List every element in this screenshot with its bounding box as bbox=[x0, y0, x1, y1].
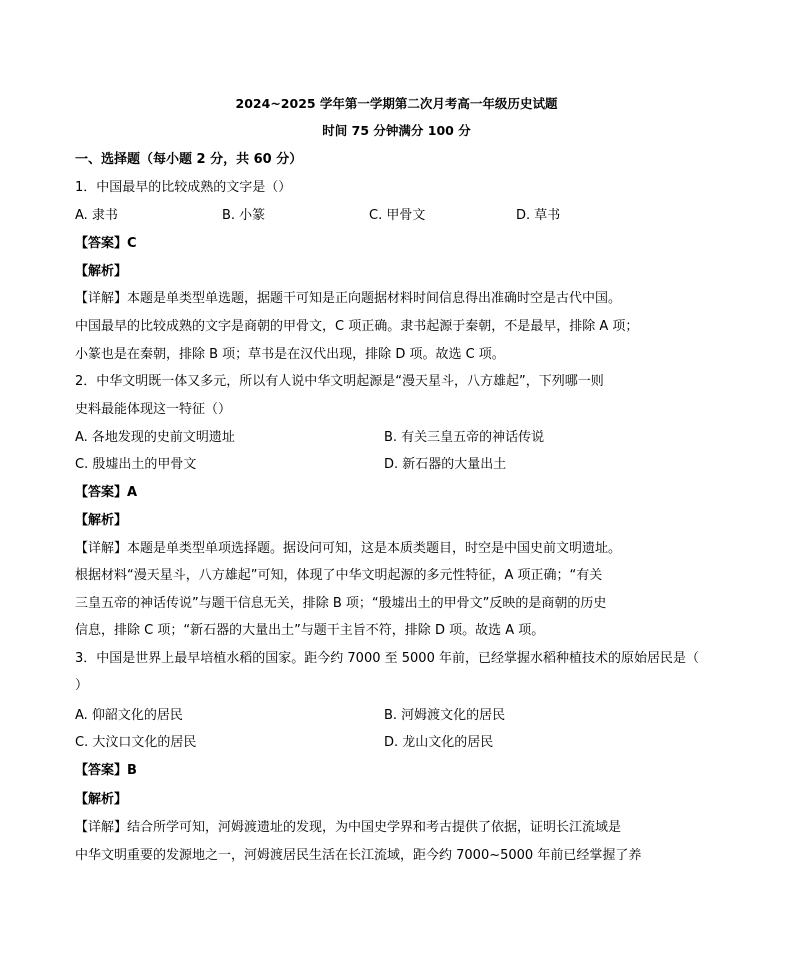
q2-option-a: A. 各地发现的史前文明遗址 bbox=[75, 430, 235, 445]
question-1-stem: 1．中国最早的比较成熟的文字是（） bbox=[75, 180, 292, 195]
question-2-stem-line-1: 2．中华文明既一体又多元，所以有人说中华文明起源是“漫天星斗，八方雄起”，下列哪一则 bbox=[75, 374, 604, 389]
q2-analysis-tag: 【解析】 bbox=[75, 513, 128, 528]
q2-option-d: D. 新石器的大量出土 bbox=[384, 457, 507, 472]
q1-detail-line-1: 【详解】本题是单类型单选题，据题干可知是正向题据材料时间信息得出准确时空是古代中国。 bbox=[75, 291, 622, 306]
q1-option-d: D. 草书 bbox=[516, 208, 561, 223]
q3-analysis-tag: 【解析】 bbox=[75, 792, 128, 807]
q3-detail-line-2: 中华文明重要的发源地之一，河姆渡居民生活在长江流域，距今约 7000~5000 年前已经掌握了养 bbox=[75, 848, 642, 863]
q1-option-a: A. 隶书 bbox=[75, 208, 118, 223]
q1-option-c: C. 甲骨文 bbox=[369, 208, 426, 223]
answer-tag: 【答案】 bbox=[75, 763, 128, 778]
q2-detail-line-4: 信息，排除 C 项；“新石器的大量出土”与题干主旨不符，排除 D 项。故选 A 项。 bbox=[75, 623, 545, 638]
q1-answer bbox=[75, 235, 137, 253]
answer-tag: 【答案】 bbox=[75, 485, 128, 500]
question-3-stem-line-2: ） bbox=[75, 678, 89, 693]
answer-value: C bbox=[127, 236, 137, 251]
q3-option-c: C. 大汶口文化的居民 bbox=[75, 735, 197, 750]
section-heading: 一、选择题（每小题 2 分，共 60 分） bbox=[75, 152, 303, 167]
q2-option-b: B. 有关三皇五帝的神话传说 bbox=[384, 430, 545, 445]
q3-detail-line-1: 【详解】结合所学可知，河姆渡遗址的发现，为中国史学界和考古提供了依据，证明长江流域是 bbox=[75, 820, 622, 835]
q2-answer bbox=[75, 484, 137, 502]
exam-title: 2024~2025 学年第一学期第二次月考高一年级历史试题 bbox=[235, 96, 558, 111]
answer-value: B bbox=[127, 763, 137, 778]
answer-tag: 【答案】 bbox=[75, 236, 128, 251]
q3-option-b: B. 河姆渡文化的居民 bbox=[384, 708, 506, 723]
q3-option-a: A. 仰韶文化的居民 bbox=[75, 708, 183, 723]
q2-detail-line-1: 【详解】本题是单类型单项选择题。据设问可知，这是本质类题目，时空是中国史前文明遗址。 bbox=[75, 541, 622, 556]
question-3-stem-line-1: 3．中国是世界上最早培植水稻的国家。距今约 7000 至 5000 年前，已经掌握水稻种植技术的原始居民是（ bbox=[75, 651, 699, 666]
q2-option-c: C. 殷墟出土的甲骨文 bbox=[75, 457, 197, 472]
q2-detail-line-2: 根据材料“漫天星斗，八方雄起”可知，体现了中华文明起源的多元性特征，A 项正确；“有关 bbox=[75, 568, 603, 583]
q1-detail-line-2: 中国最早的比较成熟的文字是商朝的甲骨文，C 项正确。隶书起源于秦朝，不是最早，排除 A 项； bbox=[75, 319, 639, 334]
q3-option-d: D. 龙山文化的居民 bbox=[384, 735, 494, 750]
q1-detail-line-3: 小篆也是在秦朝，排除 B 项；草书是在汉代出现，排除 D 项。故选 C 项。 bbox=[75, 347, 505, 362]
q2-detail-line-3: 三皇五帝的神话传说”与题干信息无关，排除 B 项；“殷墟出土的甲骨文”反映的是商朝的历史 bbox=[75, 596, 607, 611]
q3-answer bbox=[75, 762, 137, 780]
q1-analysis-tag: 【解析】 bbox=[75, 264, 128, 279]
question-2-stem-line-2: 史料最能体现这一特征（） bbox=[75, 402, 232, 417]
q1-option-b: B. 小篆 bbox=[222, 208, 266, 223]
exam-subtitle: 时间 75 分钟满分 100 分 bbox=[322, 123, 471, 138]
answer-value: A bbox=[127, 485, 138, 500]
